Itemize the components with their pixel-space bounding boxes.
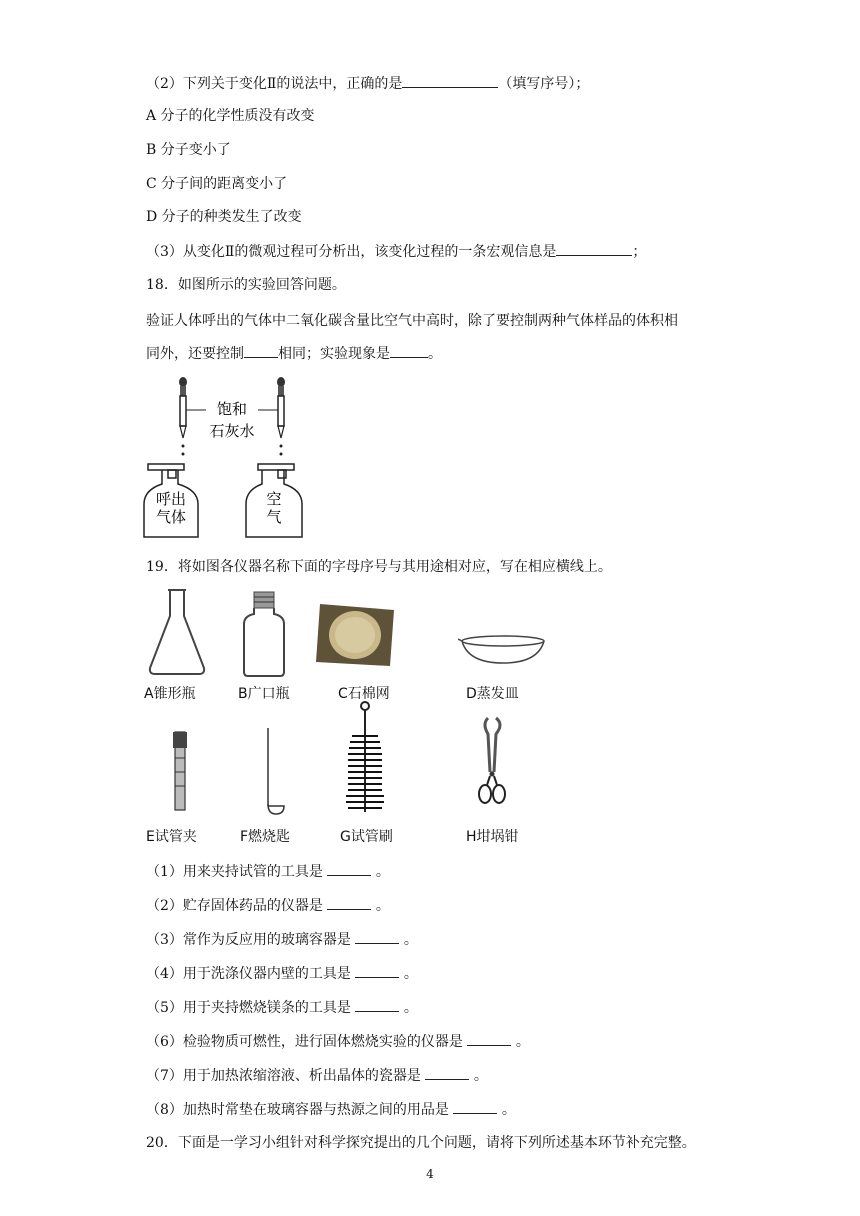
bottle-label: 气	[266, 508, 282, 526]
bottle-label: 气体	[155, 508, 187, 526]
label-lime-water: 石灰水	[209, 422, 255, 440]
dropper-icon	[179, 377, 187, 456]
label-a: A锥形瓶	[144, 686, 196, 702]
q17-option-c: C 分子间的距离变小了	[146, 176, 288, 192]
q17-part2: （2）下列关于变化Ⅱ的说法中，正确的是 （填写序号）；	[146, 73, 589, 94]
label-b: B广口瓶	[238, 686, 290, 702]
label-g: G试管刷	[340, 829, 393, 845]
label-e: E试管夹	[146, 829, 197, 845]
test-tube-brush-icon	[340, 700, 390, 818]
q18-title: 18．如图所示的实验回答问题。	[146, 277, 346, 293]
label-h: H坩埚钳	[466, 829, 519, 845]
q19-item-1: （1）用来夹持试管的工具是 。	[146, 861, 390, 882]
label-c: C石棉网	[338, 686, 390, 702]
q19-item-3: （3）常作为反应用的玻璃容器是 。	[146, 929, 418, 950]
combustion-spoon-icon	[256, 726, 286, 816]
q19-item-2: （2）贮存固体药品的仪器是 。	[146, 895, 390, 916]
answer-blank[interactable]	[467, 1031, 511, 1046]
q19-item-6: （6）检验物质可燃性，进行固体燃烧实验的仪器是 。	[146, 1031, 530, 1052]
answer-blank[interactable]	[244, 343, 278, 358]
dropper-icon	[277, 377, 285, 456]
q19-item-4: （4）用于洗涤仪器内壁的工具是 。	[146, 963, 418, 984]
answer-blank[interactable]	[327, 861, 371, 876]
lime-water-experiment-figure	[140, 372, 310, 542]
q20-title: 20．下面是一学习小组针对科学探究提出的几个问题，请将下列所述基本环节补充完整。	[146, 1135, 696, 1151]
q19-item-8: （8）加热时常垫在玻璃容器与热源之间的用品是 。	[146, 1099, 516, 1120]
q17-option-b: B 分子变小了	[146, 142, 231, 158]
answer-blank[interactable]	[355, 997, 399, 1012]
answer-blank[interactable]	[402, 73, 498, 88]
q18-text-line1: 验证人体呼出的气体中二氧化碳含量比空气中高时，除了要控制两种气体样品的体积相	[146, 313, 678, 329]
bottle-label: 呼出	[155, 490, 187, 508]
crucible-tongs-icon	[476, 714, 510, 810]
q17-option-a: A 分子的化学性质没有改变	[146, 108, 315, 124]
evaporating-dish-icon	[458, 633, 548, 667]
answer-blank[interactable]	[425, 1065, 469, 1080]
q19-title: 19．将如图各仪器名称下面的字母序号与其用途相对应，写在相应横线上。	[146, 559, 612, 575]
answer-blank[interactable]	[327, 895, 371, 910]
label-f: F燃烧匙	[240, 829, 291, 845]
q19-item-7: （7）用于加热浓缩溶液、析出晶体的瓷器是 。	[146, 1065, 488, 1086]
page-number: 4	[426, 1167, 434, 1181]
asbestos-gauze-icon	[314, 600, 398, 670]
q17-option-d: D 分子的种类发生了改变	[146, 209, 302, 225]
bottle-label: 空	[266, 490, 282, 508]
conical-flask-icon	[146, 586, 208, 678]
q17-part3: （3）从变化Ⅱ的微观过程可分析出，该变化过程的一条宏观信息是 ；	[146, 241, 646, 262]
answer-blank[interactable]	[556, 241, 632, 256]
test-tube-clamp-icon	[168, 728, 194, 812]
answer-blank[interactable]	[390, 343, 428, 358]
label-d: D蒸发皿	[466, 686, 519, 702]
answer-blank[interactable]	[355, 929, 399, 944]
answer-blank[interactable]	[453, 1099, 497, 1114]
label-saturated: 饱和	[216, 400, 248, 418]
q18-text-line2: 同外，还要控制 相同；实验现象是 。	[146, 343, 442, 364]
wide-mouth-bottle-icon	[240, 590, 288, 678]
q19-item-5: （5）用于夹持燃烧镁条的工具是 。	[146, 997, 418, 1018]
answer-blank[interactable]	[355, 963, 399, 978]
